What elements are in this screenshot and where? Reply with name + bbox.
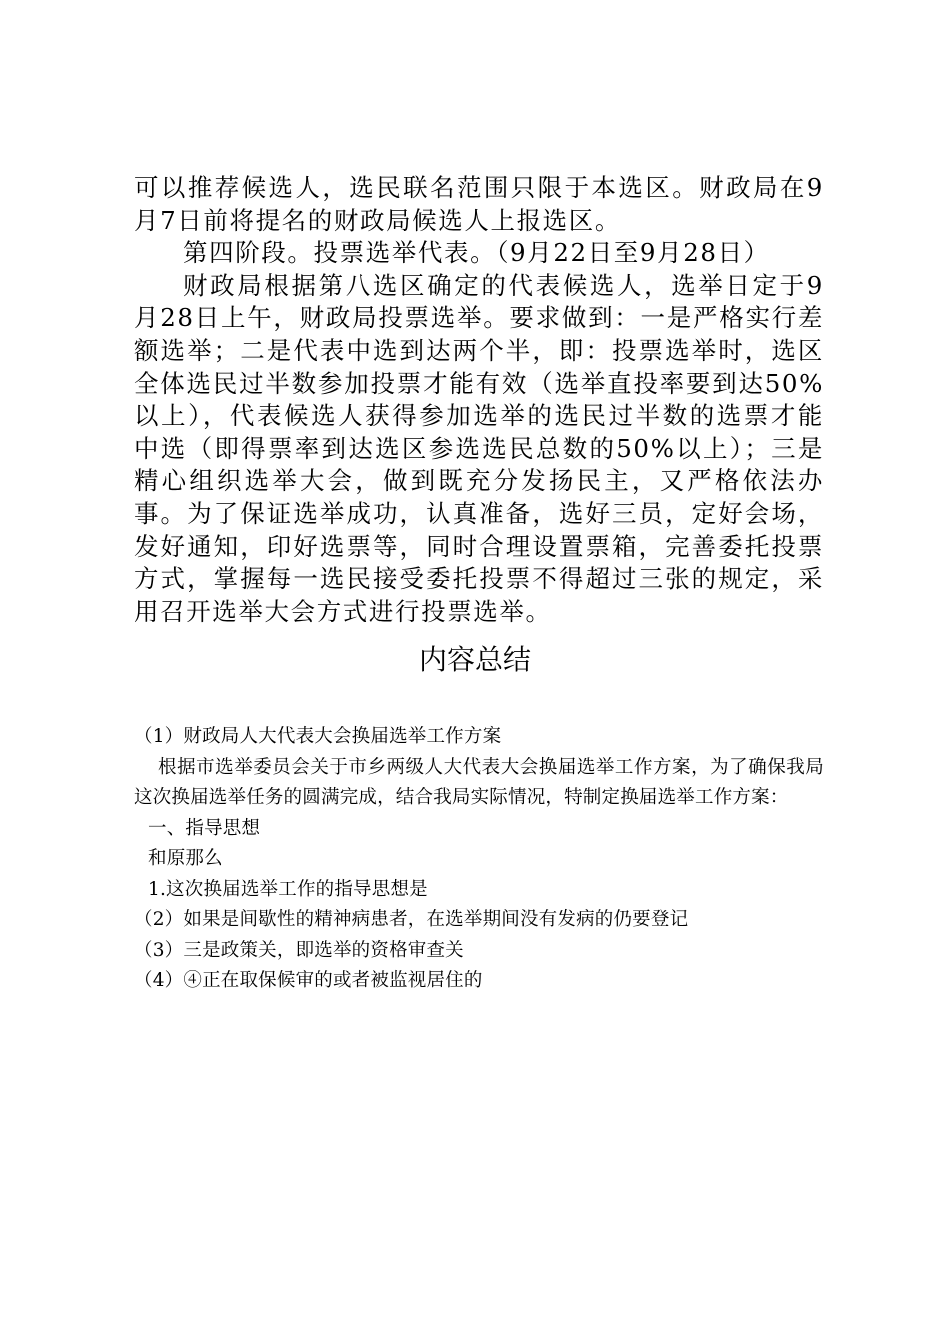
summary-line-guiding: 一、指导思想 — [148, 817, 261, 839]
summary-item-4: （4）④正在取保候审的或者被监视居住的 — [134, 970, 483, 991]
summary-paragraph: 根据市选举委员会关于市乡两级人大代表大会换届选举工作方案，为了确保我局这次换届选举任务的圆满完成，结合我局实际情况，特制定换届选举工作方案： — [134, 756, 824, 808]
paragraph-stage-four: 第四阶段。投票选举代表。（9月22日至9月28日） — [183, 238, 770, 268]
paragraph-voting-requirements: 财政局根据第八选区确定的代表候选人，选举日定于9月28日上午，财政局投票选举。要求做到：一是严格实行差额选举；二是代表中选到达两个半，即：投票选举时，选区全体选民过半数参加投票才能有效（选举直投率要到达50%以上），代表候选人获得参加选举的选民过半数的选票才能中选（即得票率到达选区参选选民总数的50%以上）；三是精心组织选举大会，做到既充分发扬民主，又严格依法办事。为了保证选举成功，认真准备，选好三员，定好会场，发好通知，印好选票等，同时合理设置票箱，完善委托投票方式，掌握每一选民接受委托投票不得超过三张的规定，采用召开选举大会方式进行投票选举。 — [134, 270, 824, 626]
summary-item-3: （3）三是政策关，即选举的资格审查关 — [134, 939, 464, 961]
body-text-section — [134, 172, 824, 628]
summary-section — [134, 722, 824, 997]
summary-line-1: 1.这次换届选举工作的指导思想是 — [148, 878, 428, 900]
summary-line-principle: 和原那么 — [148, 848, 223, 869]
summary-item-2: （2）如果是间歇性的精神病患者，在选举期间没有发病的仍要登记 — [134, 909, 689, 930]
summary-title: 内容总结 — [418, 643, 531, 676]
paragraph-candidate-nomination: 可以推荐候选人，选民联名范围只限于本选区。财政局在9月7日前将提名的财政局候选人上报选区。 — [134, 173, 824, 235]
summary-item-1: （1）财政局人大代表大会换届选举工作方案 — [134, 726, 502, 747]
